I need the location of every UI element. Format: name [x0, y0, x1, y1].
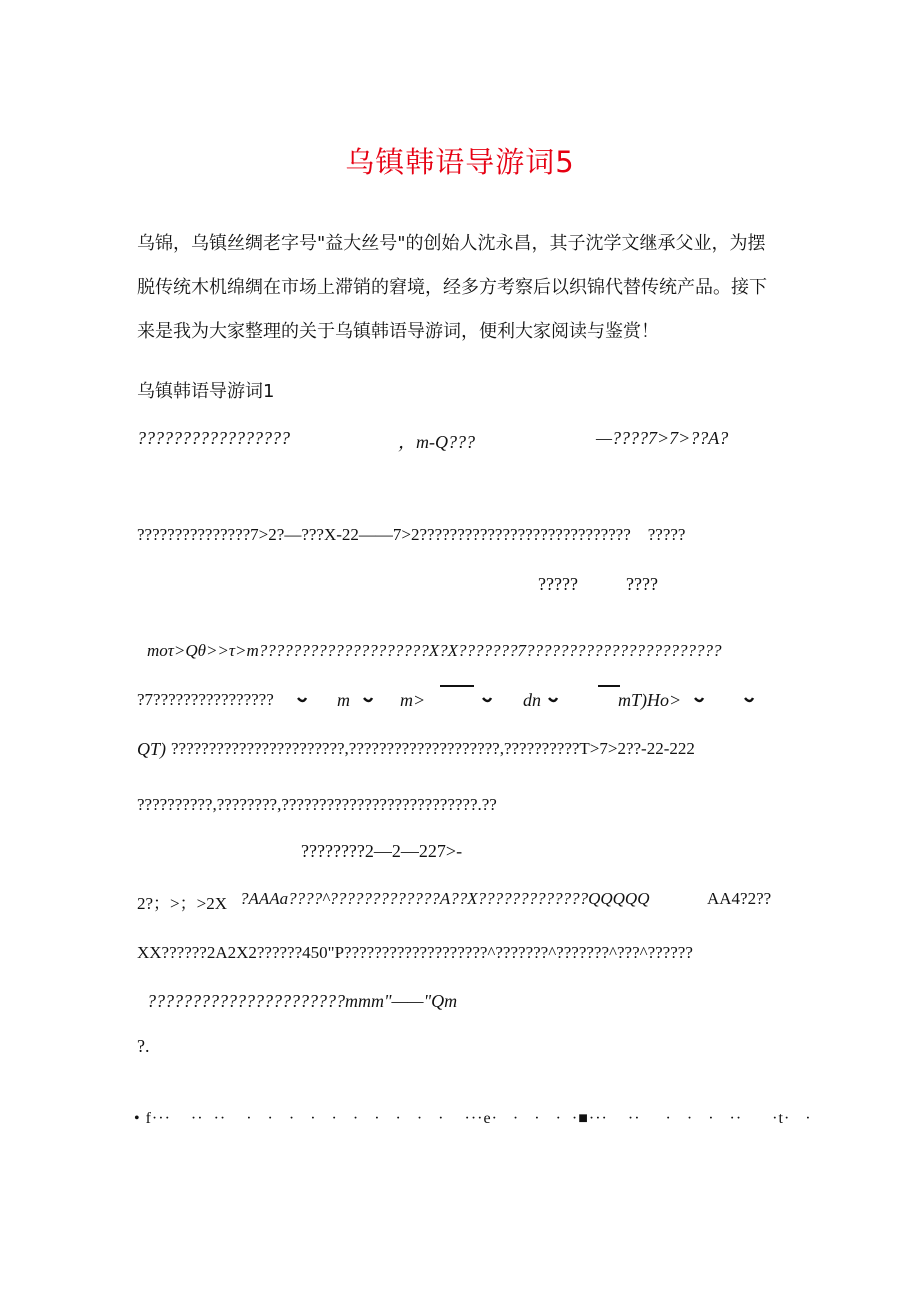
intro-line: 乌锦，乌镇丝绸老字号"益大丝号"的创始人沈永昌，其子沈学文继承父业，为摆 [137, 233, 766, 254]
garbled-text: ???????????????7>2?—???X-22——7>2???????????????????????????? ????? [137, 525, 686, 544]
garbled-text: ????????????????? [137, 428, 290, 448]
intro-line: 脱传统木机绵绸在市场上滞销的窘境，经多方考察后以织锦代替传统产品。接下 [137, 277, 767, 298]
garbled-text: QT) [137, 739, 167, 759]
section-heading: 乌镇韩语导游词1 [137, 381, 275, 402]
garbled-text: 2?；>；>2X [137, 894, 227, 913]
document-title: 乌镇韩语导游词5 [345, 145, 575, 179]
garbled-text: —????7>7>??A? [596, 428, 729, 448]
garbled-text: ，m-Q??? [398, 432, 475, 452]
garbled-text: ???????????????????????,????????????????????,??????????T>7>2??-22-222 [171, 739, 695, 758]
intro-line: 来是我为大家整理的关于乌镇韩语导游词，便利大家阅读与鉴赏！ [137, 321, 659, 342]
garbled-text: ?AAAa????^?????????????A??X?????????????QQQQQ [240, 889, 650, 908]
garbled-text: ??????????,????????,??????????????????????????.?? [137, 795, 497, 814]
garbled-text: ?7???????????????? [137, 690, 274, 709]
garbled-text: m [337, 690, 350, 710]
garbled-text: XX??????2A2X2??????450"P???????????????????^???????^???????^???^?????? [137, 943, 693, 962]
garbled-text: moτ>Qθ>>τ>m????????????????????X?X???????7??????????????????????? [147, 641, 722, 660]
intro-paragraph [137, 222, 792, 354]
decorative-marks [290, 684, 770, 710]
garbled-text: ??????????????????????mmm"——"Qm [147, 991, 458, 1011]
garbled-text: mT)Ho> [618, 690, 682, 710]
garbled-text: ?. [137, 1036, 150, 1056]
garbled-text: ???? [626, 574, 658, 594]
garbled-text: m> [400, 690, 426, 710]
dotted-line: • f··· ·· ·· · · · · · · · · · · ···e· · · · ·■··· ·· · · · ·· ·t· · [134, 1110, 812, 1127]
garbled-text: ????? [538, 574, 578, 594]
garbled-text: AA4?2?? [707, 889, 772, 908]
garbled-text: dn [523, 690, 541, 710]
garbled-text: ????????2—2—227>- [301, 841, 463, 861]
